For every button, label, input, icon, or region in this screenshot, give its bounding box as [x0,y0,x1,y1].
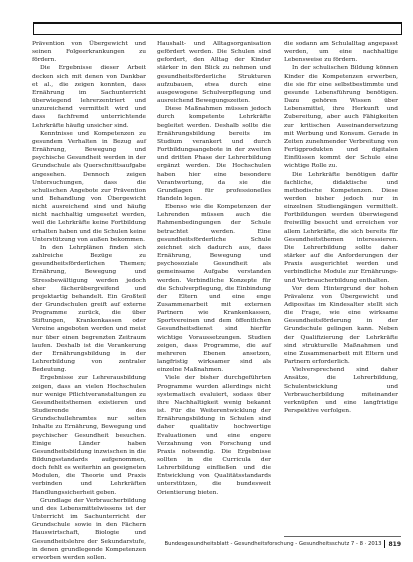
paragraph: Haushalt- und Alltagsorganisation gefördert werden. Die Schulen sind gefordert, den Alltag der Kinder stärker in den Blick zu nehmen und gesundheitsförderliche Strukturen aufzubauen, etwa durch eine ausgewogene Schulverpflegung und ausreichend Bewegungszeiten. [157,41,271,105]
page-number: 819 [388,540,401,548]
text-column-3 [284,40,398,535]
paragraph: Diese Maßnahmen müssen jedoch durch kompetente Lehrkräfte begleitet werden. Deshalb sollte die Ernährungsbildung bereits im Studium verankert und durch Fortbildungsangebote in der zweiten und dritten Phase der Lehrerbildung ergänzt werden. Die Hochschulen haben hier eine besondere Verantwortung, da sie die Grundlagen für professionelles Handeln legen. [157,106,271,202]
paragraph: Viele der bisher durchgeführten Programme wurden allerdings nicht systematisch evaluiert, sodass über ihre Nachhaltigkeit wenig bekannt ist. Für die Weiterentwicklung der Ernährungsbildung in Schulen sind daher qualitativ hochwertige Evaluationen und eine engere Verzahnung von Forschung und Praxis notwendig. Die Ergebnisse sollten in die Curricula der Lehrerbildung einfließen und die Entwicklung von Qualitätsstandards unterstützen, die bundesweit Orientierung bieten. [157,375,271,496]
text-column-2 [157,40,271,535]
footer-rule [284,536,401,537]
paragraph: Grundlage der Verbraucherbildung und des Lebensmittelwissens ist der Unterricht im Sachunterricht der Grundschule sowie in den Fächern Hauswirtschaft, Biologie und Gesundheitslehre der Sekundarstufe, in denen grundlegende Kompetenzen erworben werden sollen. [32,497,146,561]
paragraph: In den Lehrplänen finden sich zahlreiche Bezüge zu gesundheitsförderlichen Themen; Ernährung, Bewegung und Stressbewältigung werden jedoch eher fächerübergreifend und projektartig behandelt. Ein Großteil der Grundschulen greift auf externe Programme zurück, die über Stiftungen, Krankenkassen oder Vereine angeboten werden und meist nur über einen begrenzten Zeitraum laufen. Deshalb ist die Verankerung der Ernährungsbildung in der Lehrerbildung von zentraler Bedeutung. [32,244,146,374]
paragraph: Vor dem Hintergrund der hohen Prävalenz von Übergewicht und Adipositas im Kindesalter stellt sich die Frage, wie eine wirksame Gesundheitsförderung in der Grundschule gelingen kann. Neben der Qualifizierung der Lehrkräfte sind strukturelle Maßnahmen und eine Zusammenarbeit mit Eltern und Partnern erforderlich. [284,285,398,366]
paragraph: Die Ergebnisse dieser Arbeit decken sich mit denen von Dankbar et al., die zeigen konnten, dass Ernährung im Sachunterricht überwiegend lehrerzentriert und unzureichend vermittelt wird und dass fachfremd unterrichtende Lehrkräfte häufig unsicher sind. [32,65,146,129]
paragraph: Kenntnisse und Kompetenzen zu gesundem Verhalten in Bezug auf Ernährung, Bewegung und psychische Gesundheit werden in der Grundschule als Querschnittsaufgabe angesehen. Dennoch zeigen Untersuchungen, dass die schulischen Angebote zur Prävention und Behandlung von Übergewicht nicht ausreichend sind und häufig nicht nachhaltig umgesetzt werden, weil die Lehrkräfte keine Fortbildung erhalten haben und die Schulen keine Unterstützung von außen bekommen. [32,130,146,243]
footer-separator [384,540,385,548]
paragraph: Ebenso wie die Kompetenzen der Lehrenden müssen auch die Rahmenbedingungen der Schule betrachtet werden. Eine gesundheitsförderliche Schule zeichnet sich dadurch aus, dass Ernährung, Bewegung und psychosoziale Gesundheit als gemeinsame Aufgabe verstanden werden. Verbindliche Konzepte für die Schulverpflegung, die Einbindung der Eltern und eine enge Zusammenarbeit mit externen Partnern wie Krankenkassen, Sportvereinen und dem öffentlichen Gesundheitsdienst sind hierfür wichtige Voraussetzungen. Studien zeigen, dass Programme, die auf mehreren Ebenen ansetzen, langfristig wirksamer sind als einzelne Maßnahmen. [157,204,271,374]
paragraph: Vielversprechend sind daher Ansätze, die Lehrerbildung, Schulentwicklung und Verbraucherbildung miteinander verknüpfen und eine langfristige Perspektive verfolgen. [284,367,398,415]
paragraph: Ergebnisse zur Lehrerausbildung zeigen, dass an vielen Hochschulen nur wenige Pflichtveranstaltungen zu Gesundheitsthemen existieren und Studierende des Grundschullehramtes nur selten Inhalte zu Ernährung, Bewegung und psychischer Gesundheit besuchen. Einige Länder haben Gesundheitsbildung inzwischen in die Bildungsstandards aufgenommen, doch fehlt es weiterhin an geeigneten Modulen, die Theorie und Praxis verbinden und Lehrkräften Handlungssicherheit geben. [32,375,146,496]
paragraph: Die Lehrkräfte benötigen dafür fachliche, didaktische und methodische Kompetenzen. Diese werden bisher jedoch nur in einzelnen Studiengängen vermittelt. Fortbildungen werden überwiegend freiwillig besucht und erreichen vor allem Lehrkräfte, die sich bereits für Gesundheitsthemen interessieren. Die Lehrerbildung sollte daher stärker auf die Anforderungen der Praxis ausgerichtet werden und verbindliche Module zur Ernährungs- und Verbraucherbildung enthalten. [284,171,398,284]
text-column-1 [32,40,146,561]
paragraph: Prävention von Übergewicht und seinen Folgeerkrankungen zu fördern. [32,41,146,64]
page-footer [164,540,401,548]
journal-citation: Bundesgesundheitsblatt - Gesundheitsforschung - Gesundheitsschutz 7 - 8 · 2013 [164,540,382,547]
header-rule [33,22,402,35]
paragraph: die sodann am Schulalltag angepasst werden, um eine nachhaltige Lebensweise zu fördern. [284,41,398,64]
paragraph: In der schulischen Bildung können Kinder die Kompetenzen erwerben, die sie für eine selbstbestimmte und gesunde Lebensführung benötigen. Dazu gehören Wissen über Lebensmittel, ihre Herkunft und Zubereitung, aber auch Fähigkeiten zur kritischen Auseinandersetzung mit Werbung und Konsum. Gerade in Zeiten zunehmender Verbreitung von Fertigprodukten und digitalen Einflüssen kommt der Schule eine wichtige Rolle zu. [284,65,398,170]
